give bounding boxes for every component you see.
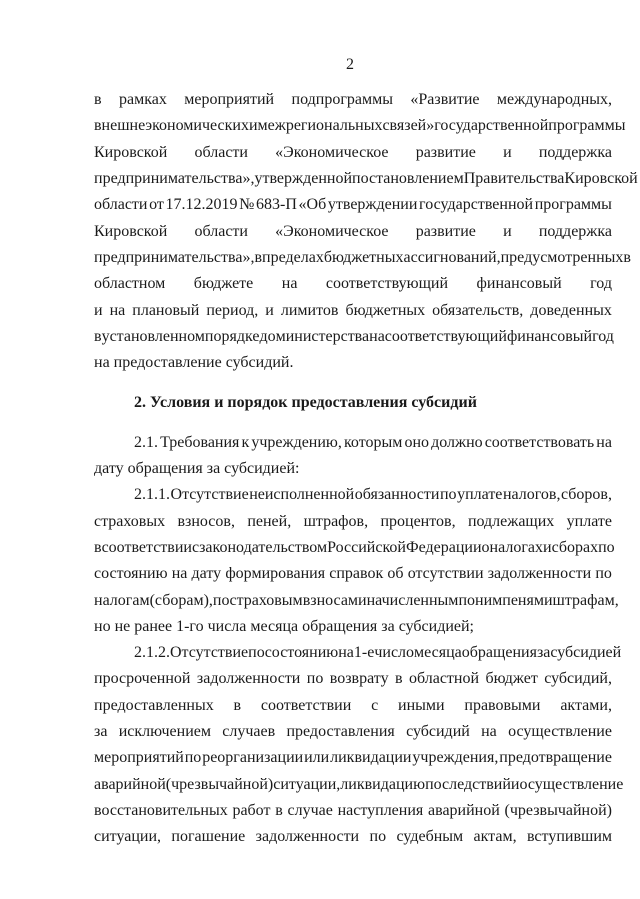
- word: формирования: [225, 565, 326, 582]
- word: взносам: [302, 592, 359, 609]
- word: и: [265, 302, 274, 319]
- word: задолженности: [196, 670, 301, 687]
- word: за: [94, 723, 108, 740]
- word: по: [595, 565, 612, 582]
- text-line: но не ранее 1-го числа месяца обращения за субсидией;: [94, 618, 474, 635]
- word: налогах: [489, 539, 543, 556]
- word: в: [94, 328, 102, 345]
- word: исключением: [118, 723, 211, 740]
- word: развитие: [415, 144, 476, 161]
- word: состоянию: [94, 565, 168, 582]
- word: (сборам),: [149, 592, 213, 609]
- text-line: [94, 195, 612, 215]
- text-line: [94, 90, 612, 110]
- word: пределах: [262, 249, 324, 266]
- word: связей»: [382, 117, 435, 134]
- word: мероприятий: [184, 91, 275, 108]
- word: случае: [287, 802, 333, 819]
- word: с: [191, 539, 200, 556]
- word: 1-е: [353, 644, 375, 661]
- text-line: [94, 827, 612, 847]
- text-line: [94, 222, 612, 242]
- word: постановлением: [352, 170, 464, 187]
- word: развитие: [415, 223, 476, 240]
- word: Кировской: [564, 170, 638, 187]
- word: №: [239, 196, 255, 213]
- word: Отсутствие: [170, 486, 249, 503]
- word: и: [503, 144, 512, 161]
- word: к: [241, 434, 250, 451]
- word: последствий: [425, 776, 511, 793]
- word: актами,: [560, 697, 612, 714]
- text-line: [134, 433, 612, 453]
- word: или: [304, 749, 330, 766]
- word: соответствии: [260, 697, 352, 714]
- word: обязанности: [354, 486, 440, 503]
- word: по: [212, 592, 230, 609]
- word: ликвидацию: [340, 776, 426, 793]
- word: внешнеэкономических: [94, 117, 249, 134]
- text-line: [94, 143, 612, 163]
- word: предоставленных: [94, 697, 214, 714]
- word: и: [543, 592, 553, 609]
- word: обязательств,: [432, 302, 524, 319]
- word: до: [259, 328, 276, 345]
- word: и: [358, 592, 367, 609]
- word: вступившим: [526, 828, 612, 845]
- word: в: [233, 697, 242, 714]
- word: неисполненной: [249, 486, 355, 503]
- word: субсидией: [550, 644, 622, 661]
- word: страховых: [94, 513, 166, 530]
- word: процентов,: [380, 513, 456, 530]
- text-line: на предоставление субсидий.: [94, 354, 294, 371]
- word: правовыми: [464, 697, 541, 714]
- word: бюджет: [485, 670, 538, 687]
- word: «Экономическое: [275, 223, 389, 240]
- text-line: [94, 775, 624, 795]
- word: по: [439, 486, 457, 503]
- word: субсидий,: [544, 670, 612, 687]
- word: должно: [431, 434, 483, 451]
- word: государственной: [434, 117, 549, 134]
- word: Кировской: [94, 144, 168, 161]
- word: областной: [408, 670, 480, 687]
- word: на: [481, 723, 497, 740]
- word: программы: [534, 196, 612, 213]
- word: наступления: [337, 802, 424, 819]
- word: справок: [329, 565, 384, 582]
- word: по: [369, 828, 387, 845]
- word: бюджете: [193, 275, 254, 292]
- word: на: [171, 565, 188, 582]
- word: реорганизации: [202, 749, 304, 766]
- word: штрафов,: [303, 513, 369, 530]
- word: в: [254, 249, 263, 266]
- word: дату: [191, 565, 222, 582]
- text-line: [94, 512, 612, 532]
- word: на: [596, 434, 612, 451]
- word: предпринимательства»,: [94, 249, 255, 266]
- word: взносов,: [177, 513, 235, 530]
- word: соответствии: [101, 539, 192, 556]
- word: предусмотренных: [500, 249, 624, 266]
- word: в: [275, 802, 283, 819]
- word: год: [592, 328, 614, 345]
- word: в: [623, 249, 631, 266]
- word: восстановительных: [94, 802, 228, 819]
- word: ним: [475, 592, 503, 609]
- word: от: [149, 196, 164, 213]
- word: уплате: [457, 486, 503, 503]
- text-line: [134, 485, 612, 505]
- word: об: [387, 565, 404, 582]
- word: задолженности: [255, 828, 360, 845]
- word: «Об: [298, 196, 327, 213]
- text-line: [94, 116, 626, 136]
- word: международных,: [496, 91, 612, 108]
- word: пеней,: [247, 513, 292, 530]
- word: Российской: [327, 539, 406, 556]
- word: сборах: [551, 539, 599, 556]
- word: уплате: [566, 513, 612, 530]
- word: ассигнований,: [403, 249, 501, 266]
- word: предпринимательства»,: [94, 170, 255, 187]
- word: на: [109, 302, 126, 319]
- word: (чрезвычайной): [165, 776, 274, 793]
- word: ситуации,: [94, 828, 162, 845]
- word: бюджетных: [323, 249, 404, 266]
- word: о: [481, 539, 490, 556]
- word: аварийной: [428, 802, 500, 819]
- word: 17.12.2019: [165, 196, 238, 213]
- word: штрафам,: [552, 592, 619, 609]
- text-line: [94, 696, 612, 716]
- text-line: [94, 748, 612, 768]
- word: поддержка: [538, 223, 612, 240]
- word: пеням: [502, 592, 544, 609]
- word: по: [184, 749, 202, 766]
- word: отсутствии: [407, 565, 484, 582]
- word: страховым: [229, 592, 303, 609]
- word: области: [94, 196, 148, 213]
- word: бюджетных: [345, 302, 426, 319]
- word: по: [458, 592, 475, 609]
- word: и: [543, 539, 552, 556]
- word: в: [94, 91, 102, 108]
- word: утверждении: [327, 196, 418, 213]
- word: начисленным: [366, 592, 459, 609]
- word: работ: [232, 802, 271, 819]
- text-line: [94, 722, 612, 742]
- word: области: [194, 144, 248, 161]
- word: областном: [94, 275, 166, 292]
- word: и: [510, 776, 520, 793]
- word: налогов,: [502, 486, 561, 503]
- word: судебным: [396, 828, 464, 845]
- word: по: [248, 644, 265, 661]
- word: год: [590, 275, 612, 292]
- text-line: [94, 564, 612, 584]
- word: установленном: [101, 328, 205, 345]
- word: которым: [343, 434, 403, 451]
- word: число: [374, 644, 415, 661]
- word: с: [371, 697, 379, 714]
- word: министерства: [275, 328, 370, 345]
- word: предоставления: [286, 723, 395, 740]
- word: ситуации,: [273, 776, 341, 793]
- text-line: [94, 301, 612, 321]
- word: на: [338, 644, 354, 661]
- word: сборов,: [560, 486, 612, 503]
- word: порядке: [204, 328, 260, 345]
- word: Требования: [160, 434, 240, 451]
- word: осуществление: [508, 723, 612, 740]
- word: задолженности: [487, 565, 592, 582]
- word: 2.1.2.: [134, 644, 170, 661]
- text-line: [94, 801, 612, 821]
- text-line: [94, 538, 615, 558]
- word: учреждения,: [412, 749, 499, 766]
- word: подпрограммы: [291, 91, 393, 108]
- word: на: [369, 328, 385, 345]
- word: субсидий: [406, 723, 470, 740]
- word: государственной: [419, 196, 534, 213]
- text-line: [94, 169, 638, 189]
- word: предотвращение: [499, 749, 612, 766]
- text-line: дату обращения за субсидией:: [94, 460, 300, 477]
- word: программы: [548, 117, 626, 134]
- word: в: [395, 670, 403, 687]
- word: учреждению,: [251, 434, 342, 451]
- word: плановый: [132, 302, 200, 319]
- word: утвержденной: [254, 170, 353, 187]
- text-line: [94, 591, 619, 611]
- word: поддержка: [538, 144, 612, 161]
- word: Отсутствие: [170, 644, 249, 661]
- word: состоянию: [264, 644, 339, 661]
- word: мероприятий: [94, 749, 184, 766]
- word: просроченной: [94, 670, 191, 687]
- word: подлежащих: [467, 513, 555, 530]
- word: случаев: [222, 723, 276, 740]
- word: месяца: [414, 644, 462, 661]
- text-line: [94, 248, 631, 268]
- word: соответствующий: [384, 328, 507, 345]
- section-heading: 2. Условия и порядок предоставления субсидий: [134, 394, 477, 411]
- word: налогам: [94, 592, 150, 609]
- word: доведенных: [530, 302, 612, 319]
- word: соответствующий: [325, 275, 449, 292]
- word: и: [248, 117, 258, 134]
- word: аварийной: [94, 776, 166, 793]
- word: по: [598, 539, 615, 556]
- word: финансовый: [506, 328, 593, 345]
- word: (чрезвычайной): [504, 802, 612, 819]
- word: 683-П: [256, 196, 297, 213]
- word: обращения: [461, 644, 537, 661]
- word: Федерации: [405, 539, 482, 556]
- word: «Развитие: [410, 91, 480, 108]
- word: 2.1.1.: [134, 486, 170, 503]
- page-number: 2: [346, 56, 354, 73]
- word: и: [503, 223, 512, 240]
- word: рамках: [118, 91, 167, 108]
- text-line: [94, 274, 612, 294]
- text-line: [94, 669, 612, 689]
- word: ликвидации: [330, 749, 412, 766]
- word: финансовый: [476, 275, 562, 292]
- word: иными: [398, 697, 445, 714]
- word: Правительства: [463, 170, 565, 187]
- word: Кировской: [94, 223, 168, 240]
- word: возврату: [329, 670, 389, 687]
- word: области: [194, 223, 248, 240]
- word: соответствовать: [484, 434, 595, 451]
- word: «Экономическое: [275, 144, 389, 161]
- word: лимитов: [280, 302, 339, 319]
- word: 2.1.: [134, 434, 158, 451]
- word: осуществление: [519, 776, 624, 793]
- text-line: [94, 327, 612, 347]
- word: в: [94, 539, 102, 556]
- word: межрегиональных: [257, 117, 383, 134]
- word: и: [94, 302, 103, 319]
- word: законодательством: [199, 539, 328, 556]
- word: погашение: [171, 828, 246, 845]
- word: по: [306, 670, 324, 687]
- word: на: [281, 275, 298, 292]
- word: за: [536, 644, 551, 661]
- word: период,: [206, 302, 259, 319]
- word: актам,: [473, 828, 517, 845]
- text-line: [134, 643, 622, 663]
- word: оно: [404, 434, 430, 451]
